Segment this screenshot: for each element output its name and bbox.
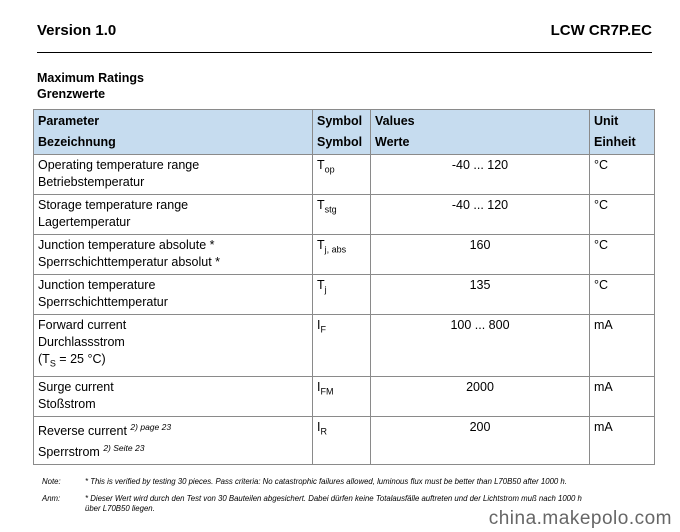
- unit-cell: mA: [590, 416, 655, 464]
- parameter-cell: [34, 315, 313, 377]
- header-values-de: Werte: [375, 135, 410, 149]
- parameter-en: Storage temperature range: [38, 198, 189, 212]
- parameter-de: Stoßstrom: [38, 396, 96, 411]
- footnote-reference-de: 2) Seite 23: [103, 442, 145, 453]
- parameter-en: Operating temperature range: [38, 158, 200, 172]
- note-text: * This is verified by testing 30 pieces. Pass criteria: No catastrophic failures allowed, luminous flux must be better than L70B50 after 1000 h.: [85, 477, 567, 486]
- header-rule: [37, 52, 652, 53]
- parameter-cell: [34, 235, 313, 275]
- symbol-cell: [313, 275, 371, 315]
- parameter-en: Junction temperature: [38, 278, 156, 292]
- watermark: china.makepolo.com: [488, 508, 672, 529]
- table-row: [34, 376, 655, 416]
- symbol-subscript: F: [320, 324, 326, 335]
- header-values: [371, 110, 590, 155]
- symbol-base: T: [317, 278, 325, 292]
- symbol-base: T: [317, 158, 325, 172]
- symbol-subscript: FM: [320, 386, 334, 396]
- parameter-de: Sperrstrom: [38, 444, 100, 459]
- parameter-de: Sperrschichttemperatur: [38, 295, 168, 309]
- header-unit-de: Einheit: [594, 135, 636, 149]
- symbol-subscript: R: [320, 426, 327, 436]
- symbol-cell: [313, 235, 371, 275]
- symbol-subscript: stg: [324, 204, 337, 215]
- header-values-en: Values: [375, 114, 415, 128]
- symbol-subscript: j: [324, 284, 327, 295]
- parameter-de-line: [38, 440, 308, 461]
- anm-text-line-1: * Dieser Wert wird durch den Test von 30 Bauteilen abgesichert. Dabei dürfen keine Totalausfälle auftreten und der Lichtstrom muß nach 1000 h: [85, 494, 582, 503]
- parameter-condition: [38, 351, 308, 373]
- header-parameter: [34, 110, 313, 155]
- symbol-base: I: [317, 318, 321, 332]
- parameter-cell: [34, 195, 313, 235]
- value-cell: -40 ... 120: [371, 195, 590, 235]
- table-row: [34, 315, 655, 377]
- header-symbol-en: Symbol: [317, 114, 363, 128]
- header-unit-en: Unit: [594, 114, 619, 128]
- maximum-ratings-table: [33, 109, 655, 465]
- header-symbol: [313, 110, 371, 155]
- unit-cell: mA: [590, 376, 655, 416]
- parameter-en: Reverse current: [38, 423, 127, 438]
- table-header-row: [34, 110, 655, 155]
- parameter-de: Lagertemperatur: [38, 215, 131, 229]
- page-header: [37, 22, 652, 46]
- symbol-base: T: [317, 238, 325, 252]
- symbol-base: T: [317, 198, 325, 212]
- parameter-cell: [34, 275, 313, 315]
- value-cell: 200: [371, 416, 590, 464]
- symbol-subscript: j, abs: [324, 244, 347, 255]
- parameter-de: Sperrschichttemperatur absolut *: [38, 255, 221, 269]
- parameter-cell: [34, 416, 313, 464]
- parameter-de: Durchlassstrom: [38, 335, 125, 349]
- parameter-de: Betriebstemperatur: [38, 175, 145, 189]
- symbol-base: I: [317, 379, 321, 394]
- value-cell: 135: [371, 275, 590, 315]
- note-label: Note:: [42, 477, 61, 486]
- condition-prefix: (T: [38, 352, 50, 366]
- table-row: [34, 275, 655, 315]
- symbol-cell: [313, 376, 371, 416]
- header-unit: [590, 110, 655, 155]
- value-cell: 100 ... 800: [371, 315, 590, 377]
- symbol-cell: [313, 416, 371, 464]
- parameter-en-line: [38, 419, 308, 440]
- section-title: [37, 70, 144, 102]
- parameter-cell: [34, 155, 313, 195]
- unit-cell: °C: [590, 195, 655, 235]
- symbol-cell: [313, 315, 371, 377]
- unit-cell: mA: [590, 315, 655, 377]
- table-row: [34, 235, 655, 275]
- condition-suffix: = 25 °C): [55, 352, 106, 366]
- table-row: [34, 155, 655, 195]
- anm-text-line-2: über L70B50 liegen.: [85, 504, 155, 513]
- parameter-en: Forward current: [38, 318, 127, 332]
- condition-subscript: S: [49, 358, 56, 369]
- header-parameter-en: Parameter: [38, 114, 100, 128]
- product-name: LCW CR7P.EC: [550, 22, 652, 39]
- value-cell: 2000: [371, 376, 590, 416]
- table-row: [34, 416, 655, 464]
- header-parameter-de: Bezeichnung: [38, 135, 116, 149]
- footnote-reference-en: 2) page 23: [130, 421, 172, 432]
- parameter-en: Surge current: [38, 379, 114, 394]
- section-title-de: Grenzwerte: [37, 87, 106, 101]
- value-cell: -40 ... 120: [371, 155, 590, 195]
- parameter-cell: [34, 376, 313, 416]
- parameter-en: Junction temperature absolute *: [38, 238, 215, 252]
- header-symbol-de: Symbol: [317, 135, 363, 149]
- table-row: [34, 195, 655, 235]
- unit-cell: °C: [590, 155, 655, 195]
- anm-label: Anm:: [42, 494, 61, 503]
- symbol-cell: [313, 195, 371, 235]
- unit-cell: °C: [590, 275, 655, 315]
- section-title-en: Maximum Ratings: [37, 71, 144, 85]
- symbol-cell: [313, 155, 371, 195]
- symbol-base: I: [317, 419, 321, 434]
- symbol-subscript: op: [324, 164, 335, 175]
- document-version: Version 1.0: [37, 22, 117, 39]
- unit-cell: °C: [590, 235, 655, 275]
- value-cell: 160: [371, 235, 590, 275]
